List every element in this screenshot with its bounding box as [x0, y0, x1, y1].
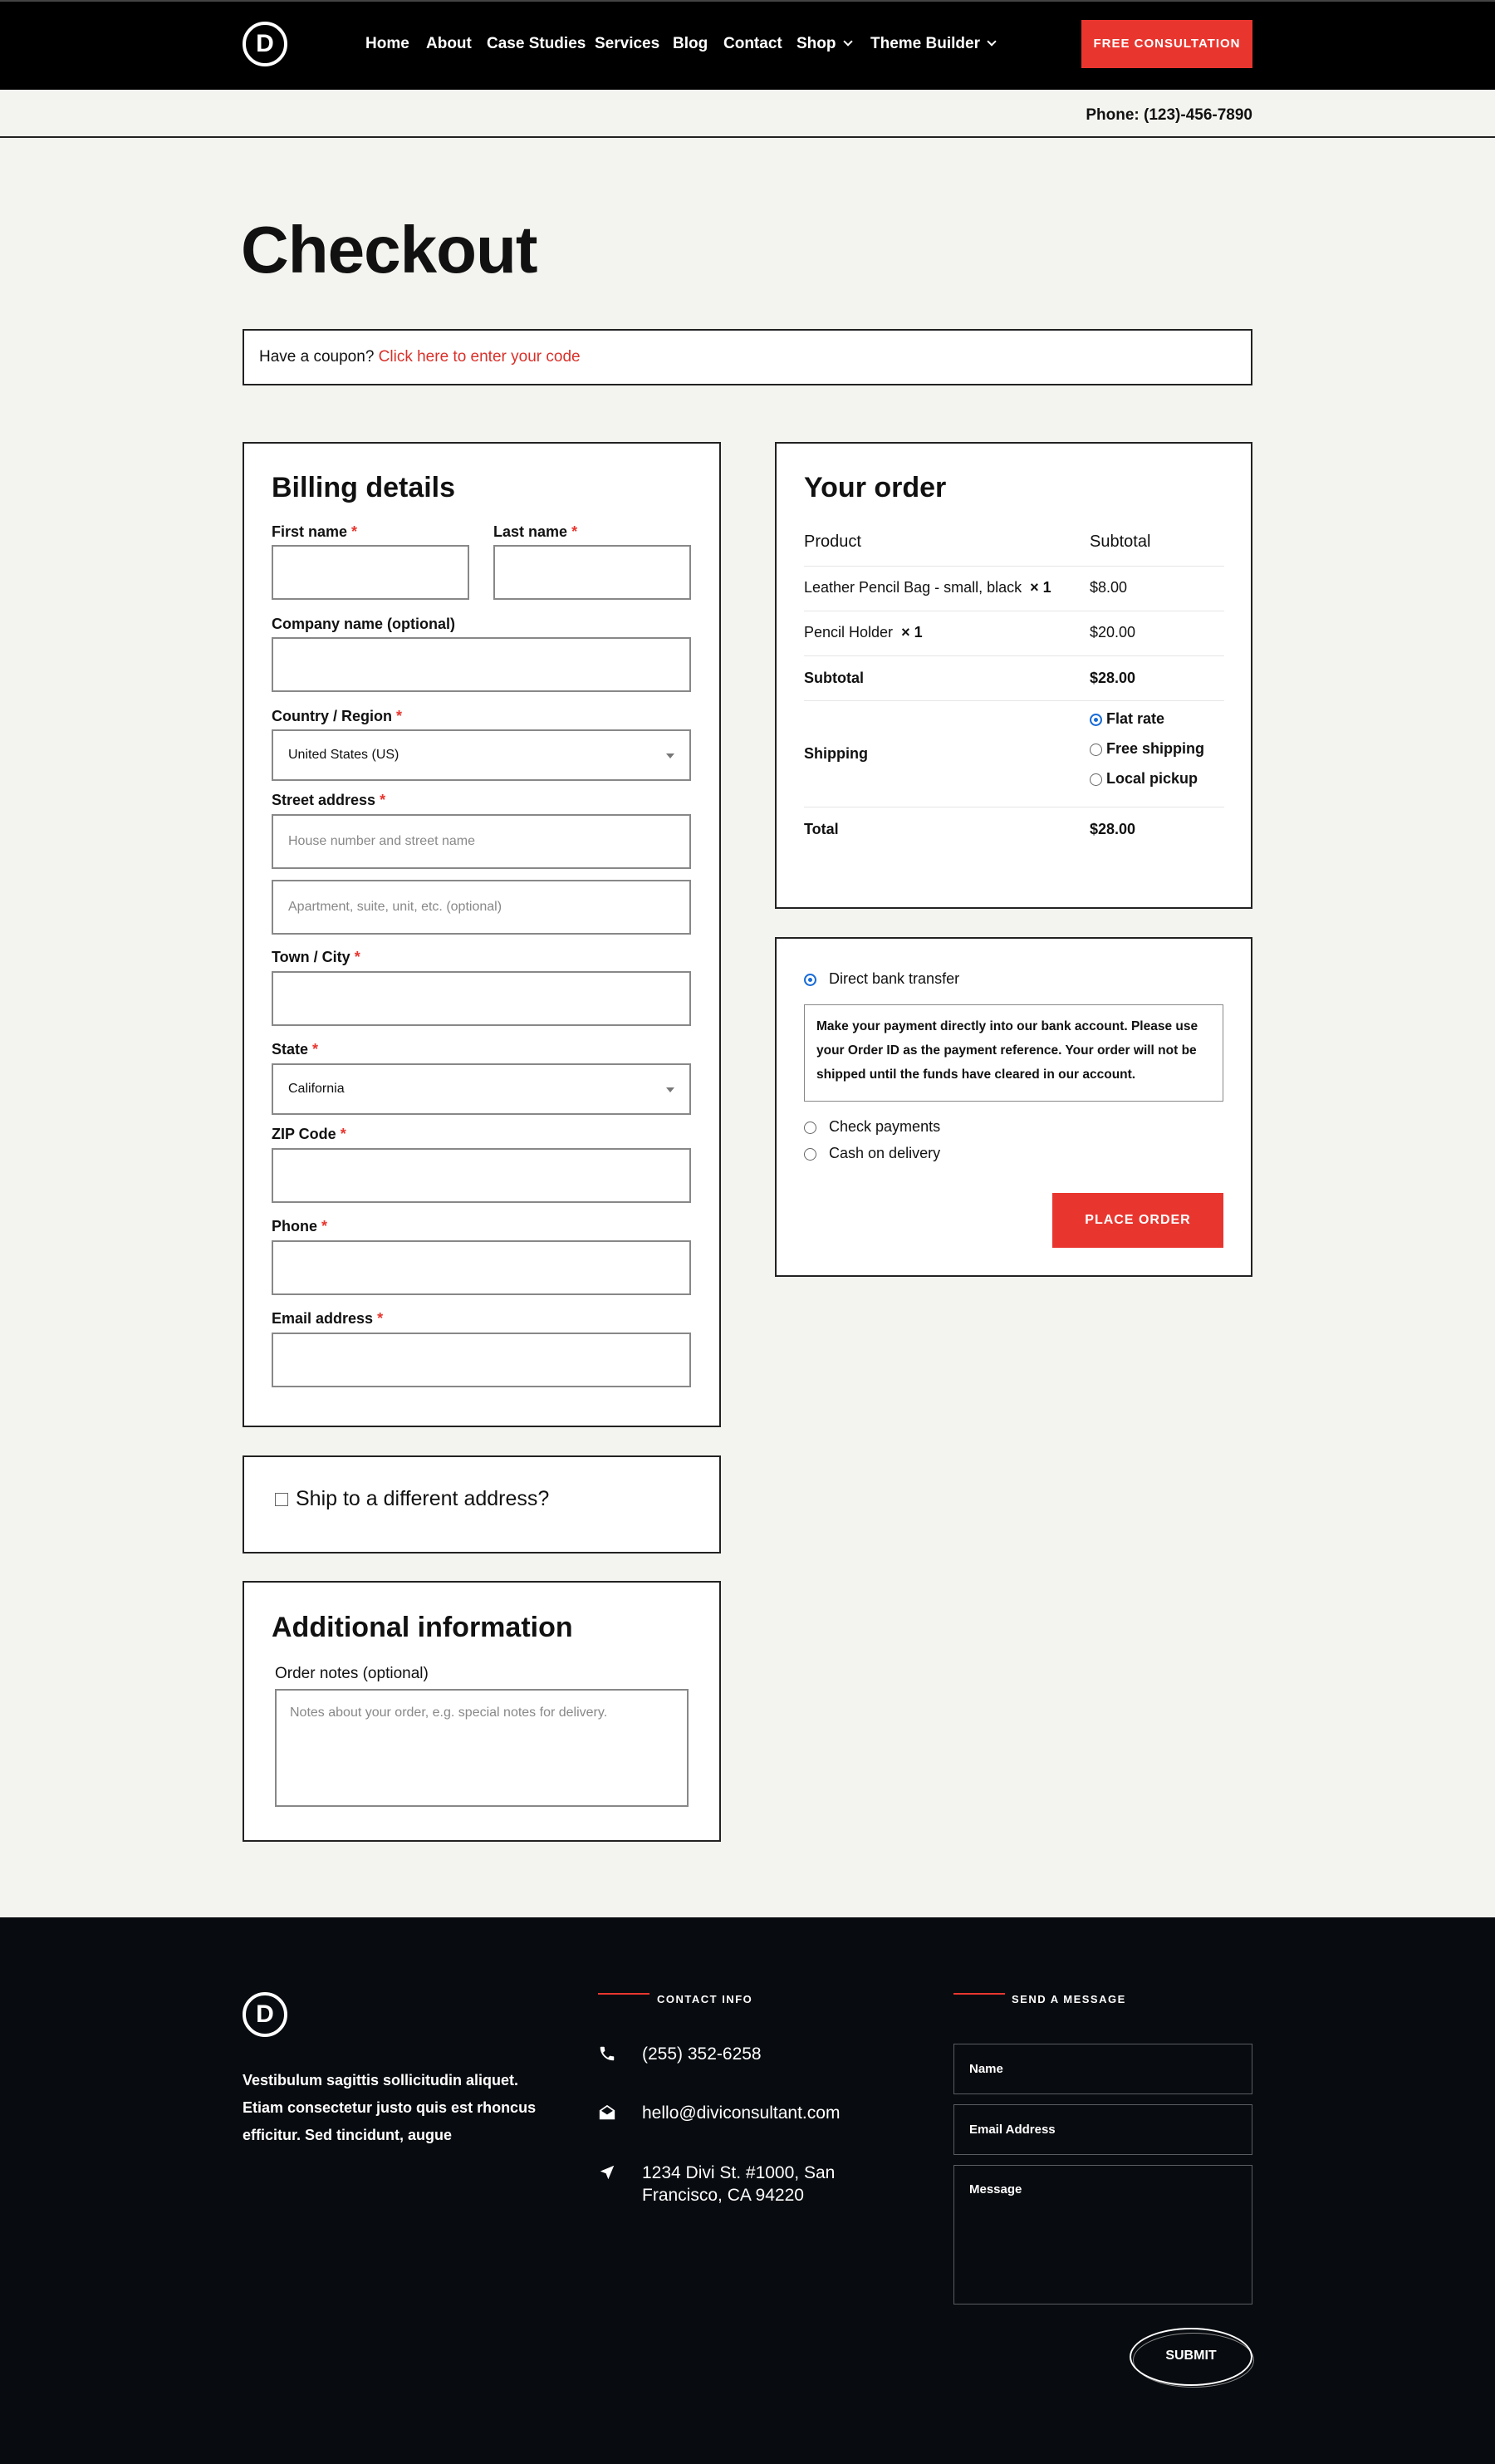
billing-title: Billing details [272, 472, 456, 503]
item-qty: × 1 [1030, 579, 1051, 596]
your-order-title: Your order [804, 472, 947, 503]
nav-theme-builder-label: Theme Builder [870, 35, 980, 52]
place-order-button[interactable]: PLACE ORDER [1052, 1193, 1223, 1248]
nav-case-studies[interactable]: Case Studies [487, 35, 586, 52]
contact-info-heading: CONTACT INFO [657, 1993, 753, 2005]
first-name-field[interactable] [272, 545, 469, 600]
coupon-link[interactable]: Click here to enter your code [378, 348, 581, 366]
footer-address: 1234 Divi St. #1000, San Francisco, CA 94220 [642, 2163, 836, 2205]
city-label [272, 949, 360, 966]
chevron-down-icon [987, 37, 996, 46]
required-mark: * [377, 1310, 384, 1327]
order-notes-textarea[interactable]: Notes about your order, e.g. special notes for delivery. [275, 1689, 689, 1807]
payment-cod-label: Cash on delivery [829, 1145, 941, 1161]
ship-different-label[interactable]: Ship to a different address? [296, 1487, 550, 1510]
subtotal-label: Subtotal [804, 670, 864, 686]
phone-label [272, 1218, 327, 1235]
bank-transfer-description: Make your payment directly into our bank account. Please use your Order ID as the payment reference. Your order will not be shipped until the funds have cleared in our account. [804, 1004, 1223, 1102]
footer-email-input[interactable]: Email Address [953, 2104, 1252, 2155]
accent-bar [598, 1993, 649, 1995]
additional-info-title: Additional information [272, 1612, 573, 1643]
item-name: Pencil Holder [804, 624, 894, 641]
phone-bar [0, 90, 1495, 138]
phone-field[interactable] [272, 1240, 691, 1295]
country-value: United States (US) [288, 748, 399, 762]
col-subtotal: Subtotal [1090, 533, 1151, 551]
submit-button[interactable]: SUBMIT [1130, 2328, 1252, 2386]
country-label-text: Country / Region [272, 708, 392, 724]
last-name-text: Last name [493, 523, 568, 540]
radio-icon[interactable] [804, 1122, 816, 1134]
footer-message-textarea[interactable]: Message [953, 2165, 1252, 2304]
item-qty: × 1 [901, 624, 923, 641]
nav-services[interactable]: Services [595, 35, 660, 52]
shipping-option-flat[interactable] [1090, 710, 1164, 728]
col-product: Product [804, 533, 861, 551]
footer-name-input[interactable]: Name [953, 2044, 1252, 2094]
item-name: Leather Pencil Bag - small, black [804, 579, 1022, 596]
email-label [272, 1310, 383, 1328]
envelope-open-icon [598, 2103, 616, 2126]
payment-check-label: Check payments [829, 1118, 941, 1135]
required-mark: * [571, 523, 578, 540]
shipping-label: Shipping [804, 745, 868, 762]
state-value: California [288, 1082, 345, 1096]
first-name-label [272, 523, 357, 541]
company-field[interactable] [272, 637, 691, 692]
payment-check[interactable] [804, 1118, 940, 1136]
ship-different-checkbox[interactable] [275, 1493, 288, 1506]
order-item-price: $8.00 [1090, 579, 1128, 596]
first-name-text: First name [272, 523, 348, 540]
shipping-option-free[interactable] [1090, 740, 1204, 758]
payment-bank-label: Direct bank transfer [829, 970, 960, 987]
coupon-text: Have a coupon? [259, 348, 375, 366]
order-item-name [804, 624, 923, 641]
site-logo[interactable]: D [243, 22, 287, 66]
required-mark: * [312, 1041, 319, 1058]
radio-selected-icon[interactable] [804, 974, 816, 986]
order-item-price: $20.00 [1090, 624, 1136, 641]
coupon-bar [243, 329, 1252, 385]
city-label-text: Town / City [272, 949, 350, 965]
order-item-name [804, 579, 1051, 596]
last-name-field[interactable] [493, 545, 691, 600]
shipping-option-label: Local pickup [1106, 770, 1198, 787]
subtotal-value: $28.00 [1090, 670, 1136, 686]
nav-shop[interactable] [797, 35, 851, 53]
required-mark: * [340, 1126, 346, 1142]
required-mark: * [354, 949, 360, 965]
chevron-down-icon [843, 37, 852, 46]
payment-cod[interactable] [804, 1145, 940, 1162]
nav-about[interactable]: About [426, 35, 472, 52]
divider [804, 700, 1224, 701]
total-value: $28.00 [1090, 821, 1136, 837]
caret-down-icon [666, 753, 674, 758]
free-consultation-button[interactable]: FREE CONSULTATION [1081, 20, 1252, 68]
location-arrow-icon [598, 2163, 616, 2186]
zip-field[interactable] [272, 1148, 691, 1203]
state-label [272, 1041, 318, 1058]
street-address-2-field[interactable]: Apartment, suite, unit, etc. (optional) [272, 880, 691, 935]
send-message-heading: SEND A MESSAGE [1012, 1993, 1126, 2005]
phone-icon [598, 2044, 616, 2067]
country-label [272, 708, 402, 725]
street-address-field[interactable]: House number and street name [272, 814, 691, 869]
email-label-text: Email address [272, 1310, 374, 1327]
footer-logo[interactable]: D [243, 1992, 287, 2037]
required-mark: * [396, 708, 403, 724]
radio-icon[interactable] [804, 1148, 816, 1161]
street-label [272, 792, 385, 809]
divider [804, 655, 1224, 656]
header-phone[interactable]: Phone: (123)-456-7890 [1086, 106, 1252, 124]
caret-down-icon [666, 1087, 674, 1092]
required-mark: * [321, 1218, 328, 1234]
radio-selected-icon[interactable] [1090, 714, 1102, 726]
state-label-text: State [272, 1041, 309, 1058]
shipping-option-label: Free shipping [1106, 740, 1205, 757]
radio-icon[interactable] [1090, 744, 1102, 756]
divider [804, 566, 1224, 567]
phone-label-text: Phone [272, 1218, 318, 1234]
required-mark: * [380, 792, 386, 808]
total-label: Total [804, 821, 839, 837]
radio-icon[interactable] [1090, 773, 1102, 786]
footer-email[interactable]: hello@diviconsultant.com [642, 2103, 841, 2123]
order-notes-label: Order notes (optional) [275, 1665, 429, 1682]
payment-bank[interactable] [804, 970, 959, 988]
street-label-text: Street address [272, 792, 376, 808]
footer-phone[interactable]: (255) 352-6258 [642, 2044, 762, 2064]
footer-description: Vestibulum sagittis sollicitudin aliquet. Etiam consectetur justo quis est rhoncus efficitur. Sed tincidunt, augue [243, 2072, 537, 2143]
country-select[interactable] [272, 729, 691, 781]
city-field[interactable] [272, 971, 691, 1026]
last-name-label [493, 523, 577, 541]
page-title: Checkout [241, 213, 537, 287]
shipping-option-label: Flat rate [1106, 710, 1165, 727]
nav-shop-label: Shop [797, 35, 836, 52]
nav-blog[interactable]: Blog [673, 35, 708, 52]
email-field[interactable] [272, 1333, 691, 1387]
required-mark: * [351, 523, 358, 540]
nav-theme-builder[interactable] [870, 35, 995, 53]
nav-contact[interactable]: Contact [723, 35, 782, 52]
company-label: Company name (optional) [272, 616, 456, 632]
zip-label-text: ZIP Code [272, 1126, 336, 1142]
state-select[interactable] [272, 1063, 691, 1115]
shipping-option-pickup[interactable] [1090, 770, 1198, 788]
accent-bar [953, 1993, 1005, 1995]
nav-home[interactable]: Home [365, 35, 409, 52]
zip-label [272, 1126, 346, 1143]
